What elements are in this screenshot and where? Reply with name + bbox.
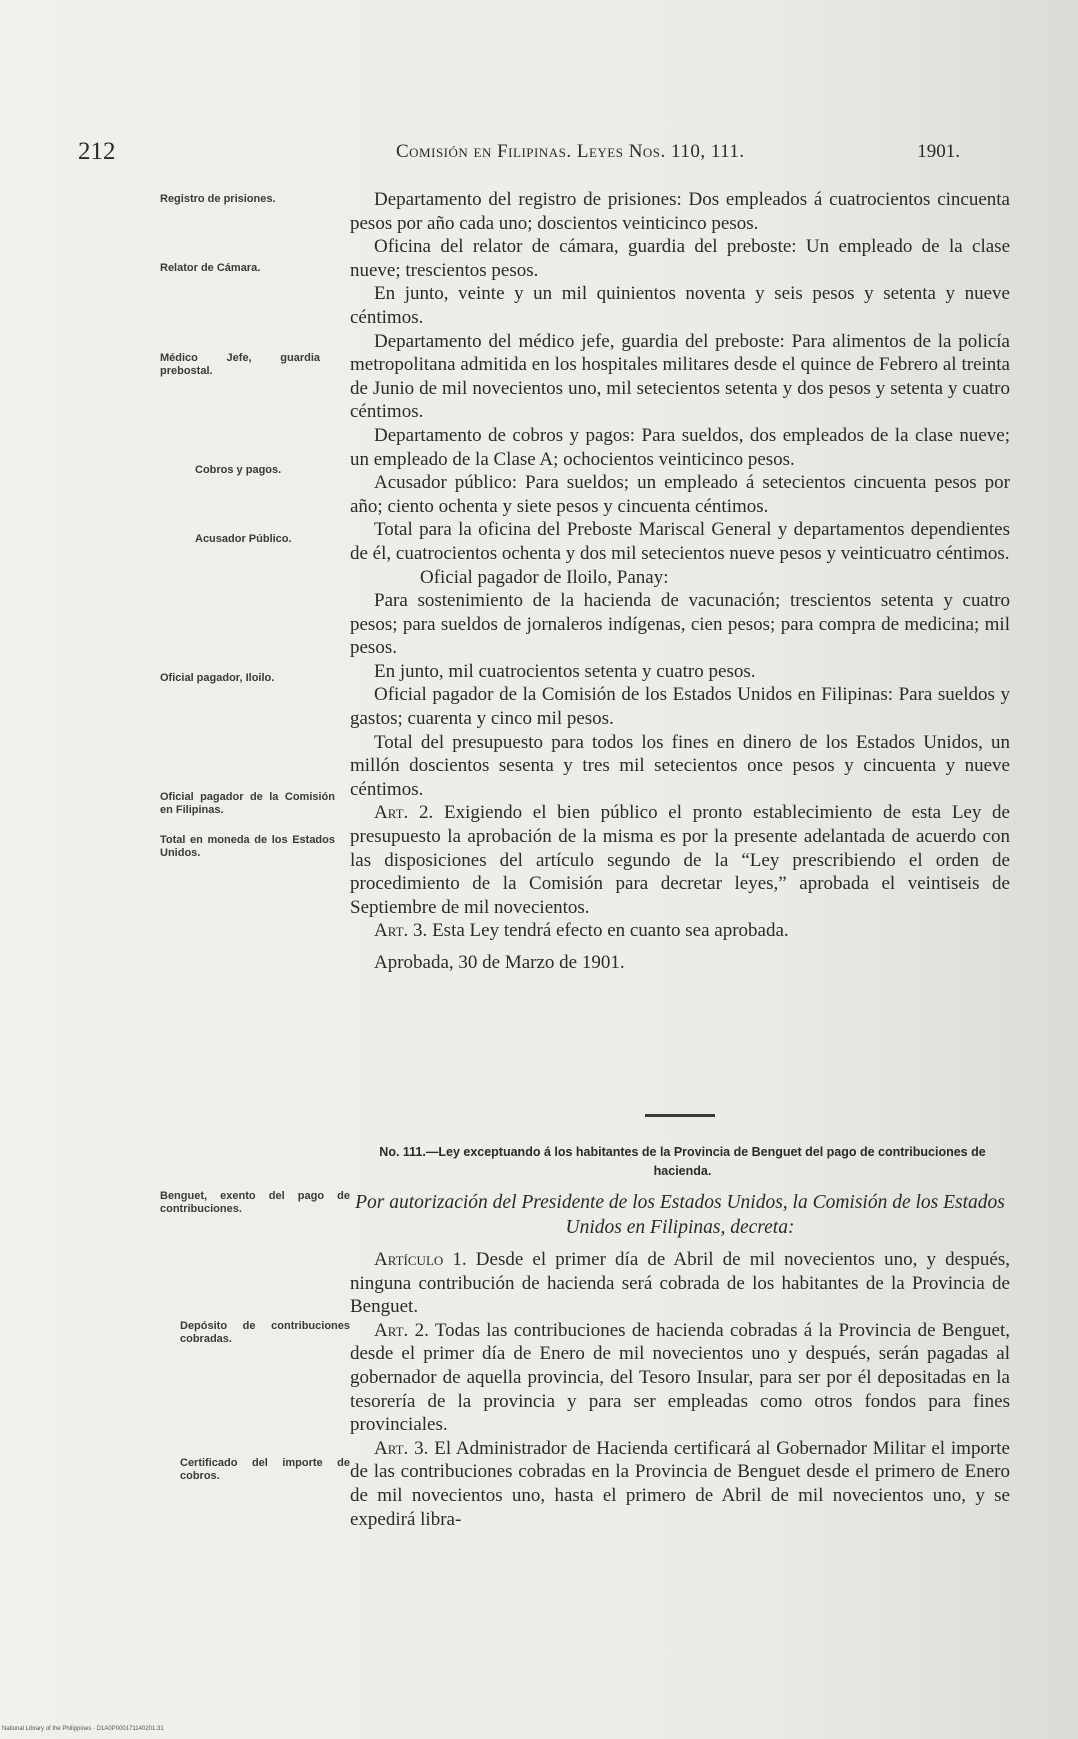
margin-note-medico: Médico Jefe, guardia prebostal. (160, 352, 320, 377)
article-label: Artículo 1. (374, 1249, 467, 1270)
margin-note-iloilo: Oficial pagador, Iloilo. (160, 672, 275, 684)
paragraph: Total para la oficina del Preboste Mariscal General y departamentos dependientes de él, cuatrocientos ochenta y dos mil setecientos nueve pesos y veinticuatro céntimos. (350, 519, 1010, 564)
paragraph: En junto, veinte y un mil quinientos noventa y seis pesos y setenta y nueve céntimos. (350, 283, 1010, 328)
paragraph: Departamento de cobros y pagos: Para sueldos, dos empleados de la clase nueve; un empleado de la Clase A; ochocientos veinticinco pesos. (350, 424, 1010, 470)
margin-note-registro: Registro de prisiones. (160, 193, 276, 205)
approval-date: Aprobada, 30 de Marzo de 1901. (374, 952, 625, 973)
paragraph: Departamento del registro de prisiones: Dos empleados á cuatrocientos cincuenta pesos por año cada uno; doscientos veinticinco pesos. (350, 189, 1010, 234)
margin-note-relator: Relator de Cámara. (160, 262, 261, 274)
section-divider (645, 1114, 715, 1117)
article-3 (350, 1437, 1010, 1531)
article-text: Exigiendo el bien público el pronto establecimiento de esta Ley de presupuesto la aprobación de la misma es por la presente adelantada de acuerdo con las disposiciones del artículo segundo de la “Ley prescribiendo el orden de procedimiento de la Comisión para decretar leyes,” aprobada el veintiseis de Septiembre de mil novecientos. (350, 802, 1010, 918)
law-111-title: No. 111.—Ley exceptuando á los habitantes de la Provincia de Benguet del pago de contribuciones de hacienda. (379, 1145, 986, 1178)
paragraph: Para sostenimiento de la hacienda de vacunación; trescientos setenta y cuatro pesos; para sueldos de jornaleros indígenas, cien pesos; para compra de medicina; mil pesos. (350, 590, 1010, 659)
margin-note-acusador: Acusador Público. (195, 533, 292, 545)
law-110-text (350, 188, 1010, 975)
article-text: Desde el primer día de Abril de mil novecientos uno, y después, ninguna contribución de hacienda será cobrada de los habitantes de la Provincia de Benguet. (350, 1249, 1010, 1318)
paragraph: Acusador público: Para sueldos; un empleado á setecientos cincuenta pesos por año; ciento ochenta y siete pesos y cincuenta céntimos. (350, 472, 1010, 517)
law-111-text (350, 1248, 1010, 1531)
running-head-year: 1901. (917, 141, 960, 162)
article-label: Art. 3. (374, 920, 428, 942)
margin-note-benguet: Benguet, exento del pago de contribuciones. (160, 1190, 350, 1215)
article-text: El Administrador de Hacienda certificará al Gobernador Militar el importe de las contribuciones cobradas en la Provincia de Benguet desde el primero de Enero de mil novecientos uno, hasta el primero de Abril de mil novecientos uno, y se expedirá libra- (350, 1437, 1010, 1530)
article-text: Esta Ley tendrá efecto en cuanto sea aprobada. (432, 920, 789, 942)
paragraph: En junto, mil cuatrocientos setenta y cuatro pesos. (374, 660, 756, 682)
margin-note-cobros: Cobros y pagos. (195, 464, 282, 476)
margin-note-deposito: Depósito de contribuciones cobradas. (180, 1320, 350, 1345)
article-1 (350, 1248, 1010, 1319)
paragraph: Oficina del relator de cámara, guardia del preboste: Un empleado de la clase nueve; trescientos pesos. (350, 236, 1010, 281)
article-label: Art. 2. (374, 802, 434, 824)
paragraph: Total del presupuesto para todos los fines en dinero de los Estados Unidos, un millón doscientos sesenta y tres mil setecientos once pesos y cincuenta y nueve céntimos. (350, 731, 1010, 800)
page-number: 212 (78, 138, 116, 165)
article-label: Art. 2. (374, 1319, 429, 1341)
paragraph: Oficial pagador de la Comisión de los Estados Unidos en Filipinas: Para sueldos y gastos; cuarenta y cinco mil pesos. (350, 684, 1010, 730)
page-header (78, 138, 960, 168)
paragraph: Oficial pagador de Iloilo, Panay: (420, 566, 669, 588)
article-text: Todas las contribuciones de hacienda cobradas á la Provincia de Benguet, desde el primer día de Enero de mil novecientos uno y después, serán pagadas al gobernador de aquella provincia, del Tesoro Insular, para ser por él depositadas en la tesorería de la provincia y para ser empleadas como otros fondos para fines provinciales. (350, 1319, 1010, 1436)
article-label: Art. 3. (374, 1437, 429, 1459)
article-2 (350, 1319, 1010, 1437)
paragraph: Departamento del médico jefe, guardia del preboste: Para alimentos de la policía metropolitana admitida en los hospitales militares desde el quince de Febrero al treinta de Junio de mil novecientos uno, mil setecientos setenta y dos pesos y setenta y cuatro céntimos. (350, 330, 1010, 423)
article-2 (350, 801, 1010, 919)
margin-note-oficial-pagador: Oficial pagador de la Comisión en Filipinas. (160, 791, 335, 816)
article-3 (350, 919, 1010, 943)
margin-note-total: Total en moneda de los Estados Unidos. (160, 834, 335, 859)
margin-note-certificado: Certificado del importe de cobros. (180, 1457, 350, 1482)
scan-footer-stamp: National Library of the Philippines · D1A0P000171140201.31 (2, 1726, 164, 1732)
enacting-clause: Por autorización del Presidente de los Estados Unidos, la Comisión de los Estados Unidos en Filipinas, decreta: (355, 1192, 1005, 1238)
running-head: Comisión en Filipinas. Leyes Nos. 110, 111. (396, 141, 745, 162)
